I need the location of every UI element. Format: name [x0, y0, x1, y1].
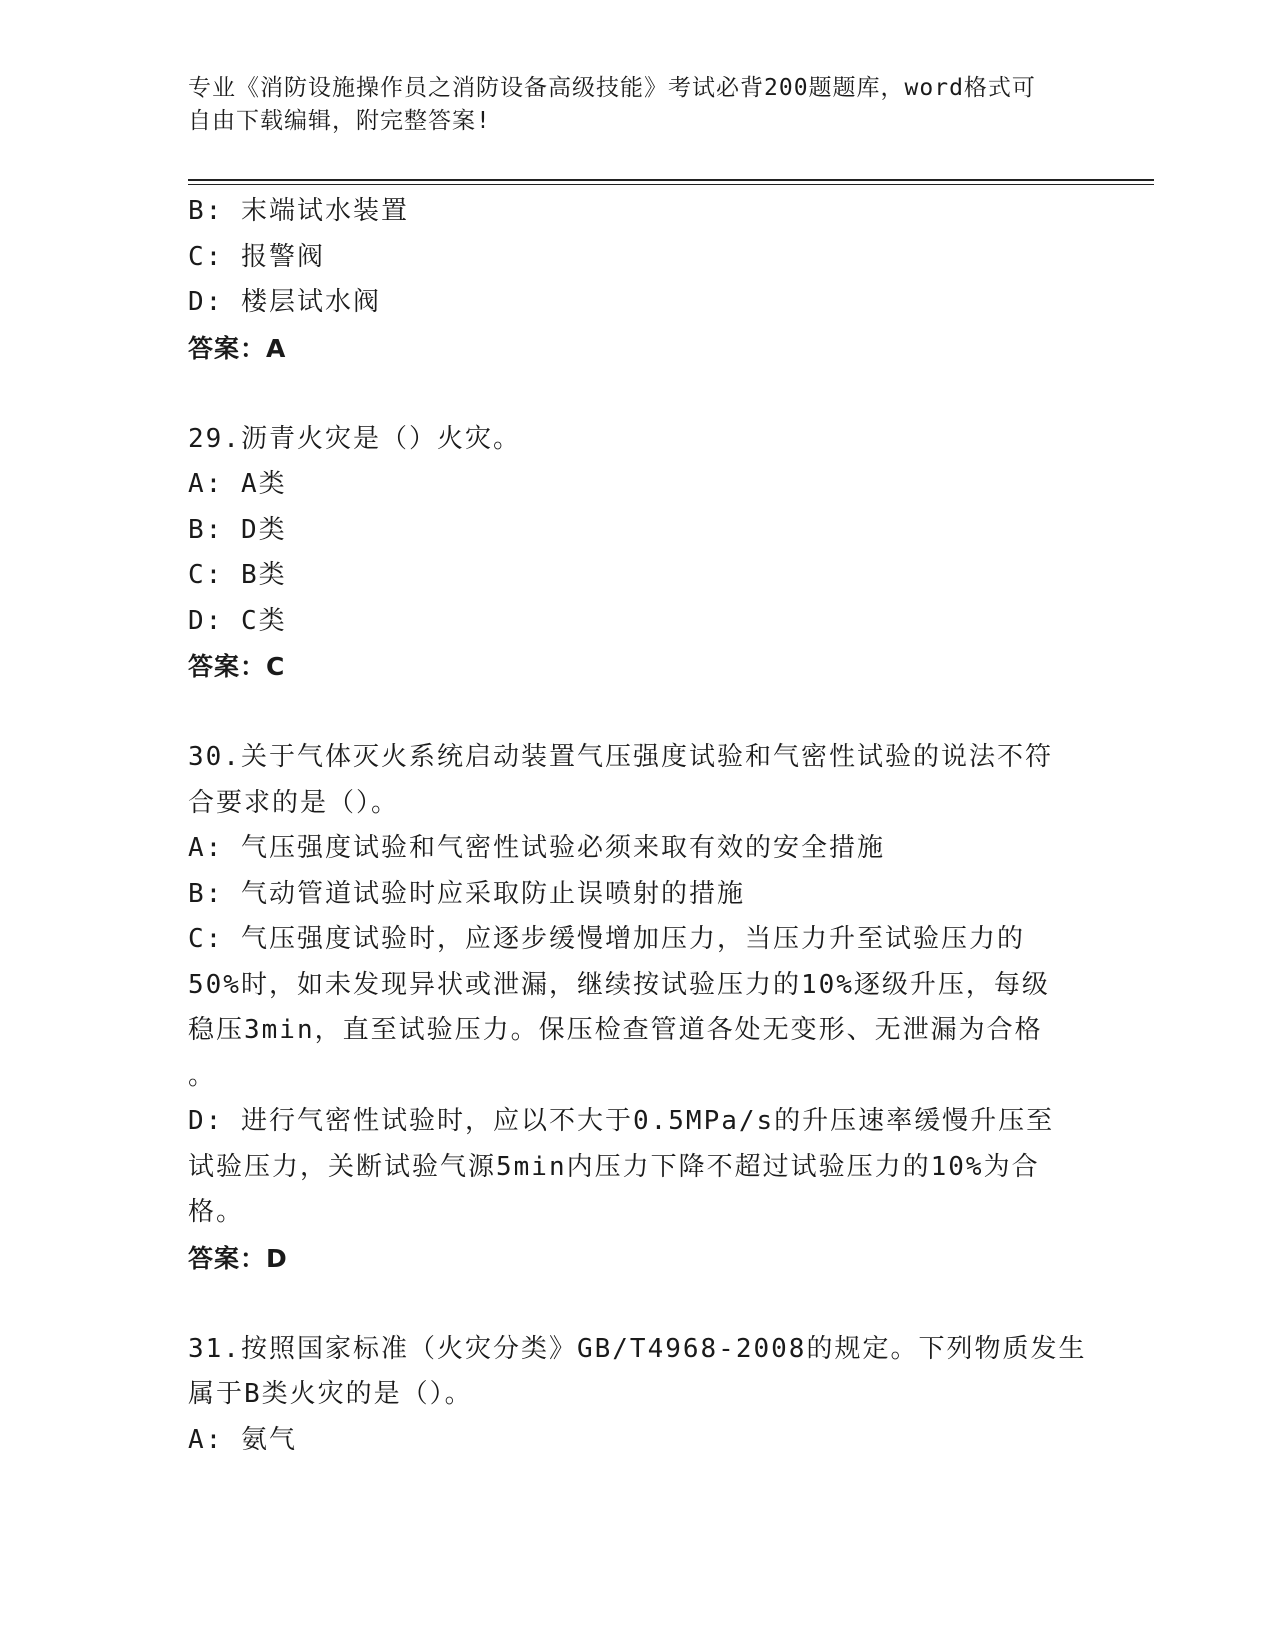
answer: 答案：A	[188, 333, 287, 363]
question-stem-line: 属于B类火灾的是（）。	[188, 1379, 473, 1409]
answer: 答案：C	[188, 652, 286, 681]
question-content	[188, 189, 1087, 1463]
option-d-line: 试验压力，关断试验气源5min内压力下降不超过试验压力的10%为合	[188, 1151, 1040, 1182]
option-a: A: 氨气	[188, 1424, 297, 1455]
spacer	[188, 690, 1078, 736]
header-divider-thick	[188, 179, 1154, 181]
question-stem: 29.沥青火灾是（）火灾。	[188, 423, 521, 454]
header-line-2: 自由下载编辑，附完整答案!	[188, 108, 491, 134]
option-d-line: D: 进行气密性试验时，应以不大于0.5MPa/s的升压速率缓慢升压至	[188, 1106, 1055, 1136]
spacer	[188, 371, 1078, 417]
question-stem-line: 合要求的是（）。	[188, 787, 400, 818]
question-31	[188, 1327, 1087, 1464]
question-stem-line: 31.按照国家标准（火灾分类》GB/T4968-2008的规定。下列物质发生	[188, 1333, 1087, 1364]
option-b: B: 气动管道试验时应采取防止误喷射的措施	[188, 878, 745, 909]
question-29	[188, 417, 1078, 690]
option-a: A: A类	[188, 469, 287, 499]
option-c-line: 50%时，如未发现异状或泄漏，继续按试验压力的10%逐级升压，每级	[188, 969, 1050, 1000]
spacer	[188, 1281, 1078, 1327]
option-c: C: 报警阀	[188, 241, 325, 272]
option-b: B: D类	[188, 514, 287, 545]
option-d: D: 楼层试水阀	[188, 287, 381, 317]
question-stem-line: 30.关于气体灭火系统启动装置气压强度试验和气密性试验的说法不符	[188, 742, 1053, 772]
option-a: A: 气压强度试验和气密性试验必须来取有效的安全措施	[188, 833, 885, 863]
option-c-line: 稳压3min，直至试验压力。保压检查管道各处无变形、无泄漏为合格	[188, 1015, 1043, 1045]
option-d-line: 格。	[188, 1197, 245, 1227]
document-header	[188, 72, 1068, 138]
option-c: C: B类	[188, 560, 287, 590]
option-d: D: C类	[188, 605, 287, 636]
answer: 答案：D	[188, 1243, 288, 1273]
header-line-1: 专业《消防设施操作员之消防设备高级技能》考试必背200题题库，word格式可	[188, 75, 1036, 101]
question-28-continued	[188, 189, 1078, 371]
question-30	[188, 735, 1078, 1281]
option-c-line: 。	[188, 1060, 217, 1091]
option-b: B: 末端试水装置	[188, 196, 409, 226]
option-c-line: C: 气压强度试验时，应逐步缓慢增加压力，当压力升至试验压力的	[188, 924, 1025, 954]
header-divider-thin	[188, 184, 1154, 185]
